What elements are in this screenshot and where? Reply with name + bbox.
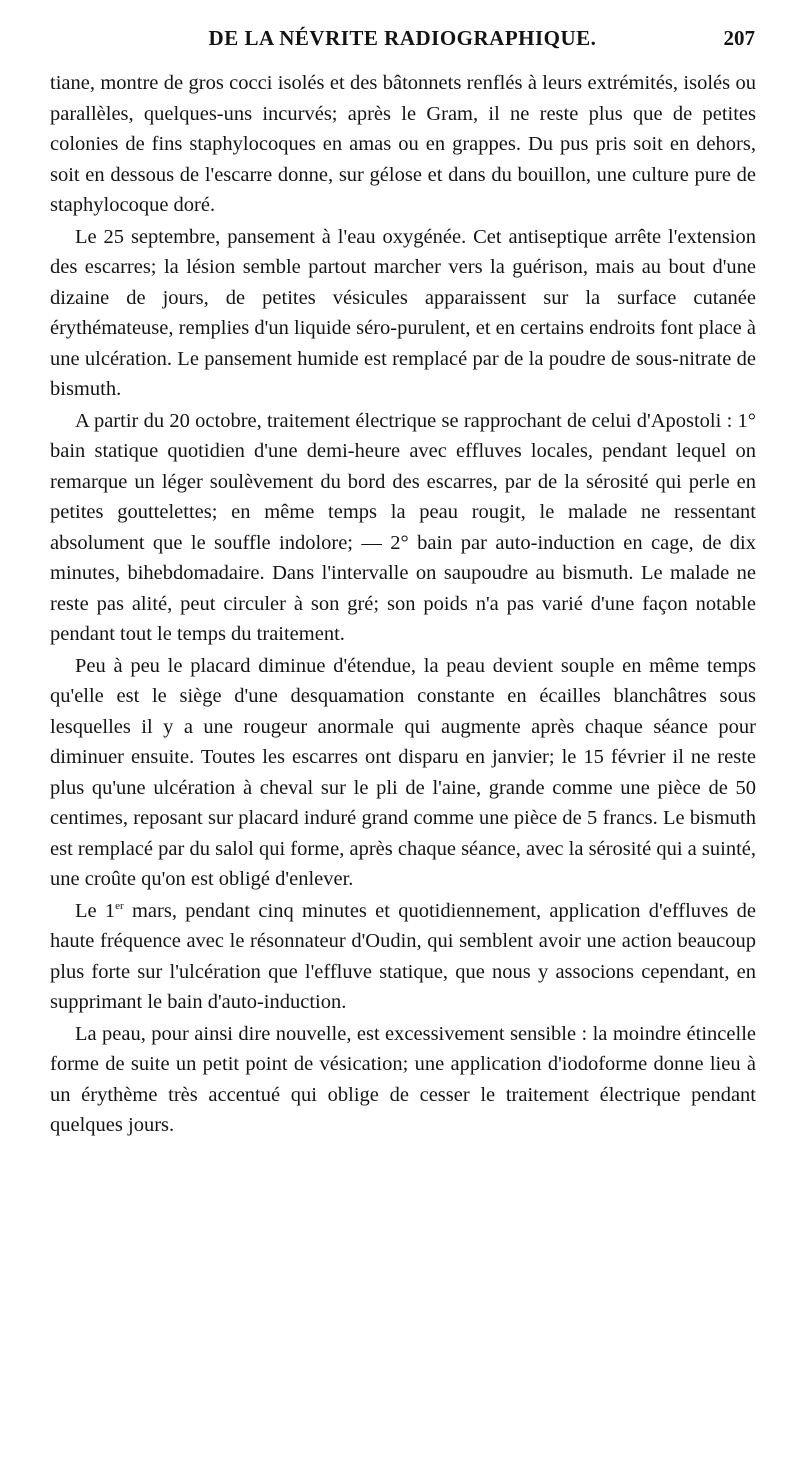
- paragraph-continuation: tiane, montre de gros cocci isolés et des bâtonnets renflés à leurs extrémités, isolés ou parallèles, quelques-uns incurvés; après le Gram, il ne reste plus que de petites colonies de fins staphylocoques en amas ou en grappes. Du pus pris soit en dehors, soit en dessous de l'escarre donne, sur gélose et dans du bouillon, une culture pure de staphylocoque doré.: [50, 72, 756, 216]
- paragraph-peu-a-peu: Peu à peu le placard diminue d'étendue, la peau devient souple en même temps qu'elle est le siège d'une desquamation constante en écailles blanchâtres sous lesquelles il y a une rougeur anormale qui augmente après chaque séance pour diminuer ensuite. Toutes les escarres ont disparu en janvier; le 15 février il ne reste plus qu'une ulcération à cheval sur le pli de l'aine, grande comme une pièce de 50 centimes, reposant sur placard induré grand comme une pièce de 5 francs. Le bismuth est remplacé par du salol qui forme, après chaque séance, avec la sérosité qui a suinté, une croûte qu'on est obligé d'enlever.: [50, 654, 756, 890]
- page-number: 207: [723, 26, 755, 50]
- paragraph-1er-mars: [50, 896, 756, 1018]
- running-head: [50, 26, 755, 60]
- paragraph-1er-mars-rest: mars, pendant cinq minutes et quotidiennement, application d'effluves de haute fréquence avec le résonnateur d'Oudin, qui semblent avoir une action beaucoup plus forte sur l'ulcération que l'effluve statique, que nous y associons cependant, en supprimant le bain d'auto-induction.: [50, 899, 757, 1013]
- body-text: [50, 68, 756, 1141]
- paragraph-la-peau: La peau, pour ainsi dire nouvelle, est excessivement sensible : la moindre étincelle forme de suite un petit point de vésication; une application d'iodoforme donne lieu à un érythème très accentué qui oblige de cesser le traitement électrique pendant quelques jours.: [50, 1022, 756, 1136]
- paragraph-20-octobre: A partir du 20 octobre, traitement électrique se rapprochant de celui d'Apostoli : 1° bain statique quotidien d'une demi-heure avec effluves locales, pendant lequel on remarque un léger soulèvement du bord des escarres, par de la sérosité qui perle en petites gouttelettes; en même temps la peau rougit, le malade ne ressentant absolument que le souffle indolore; — 2° bain par auto-induction en cage, de dix minutes, bihebdomadaire. Dans l'intervalle on saupoudre au bismuth. Le malade ne reste pas alité, peut circuler à son gré; son poids n'a pas varié d'une façon notable pendant tout le temps du traitement.: [50, 409, 756, 645]
- paragraph-25-septembre: Le 25 septembre, pansement à l'eau oxygénée. Cet antiseptique arrête l'extension des escarres; la lésion semble partout marcher vers la guérison, mais au bout d'une dizaine de jours, de petites vésicules apparaissent sur la surface cutanée érythémateuse, remplies d'un liquide séro-purulent, et en certains endroits font place à une ulcération. Le pansement humide est remplacé par de la poudre de sous-nitrate de bismuth.: [50, 225, 756, 400]
- running-title: DE LA NÉVRITE RADIOGRAPHIQUE.: [208, 26, 597, 50]
- paragraph-1er-mars-start: Le 1: [75, 899, 116, 922]
- ordinal-superscript: er: [115, 899, 124, 912]
